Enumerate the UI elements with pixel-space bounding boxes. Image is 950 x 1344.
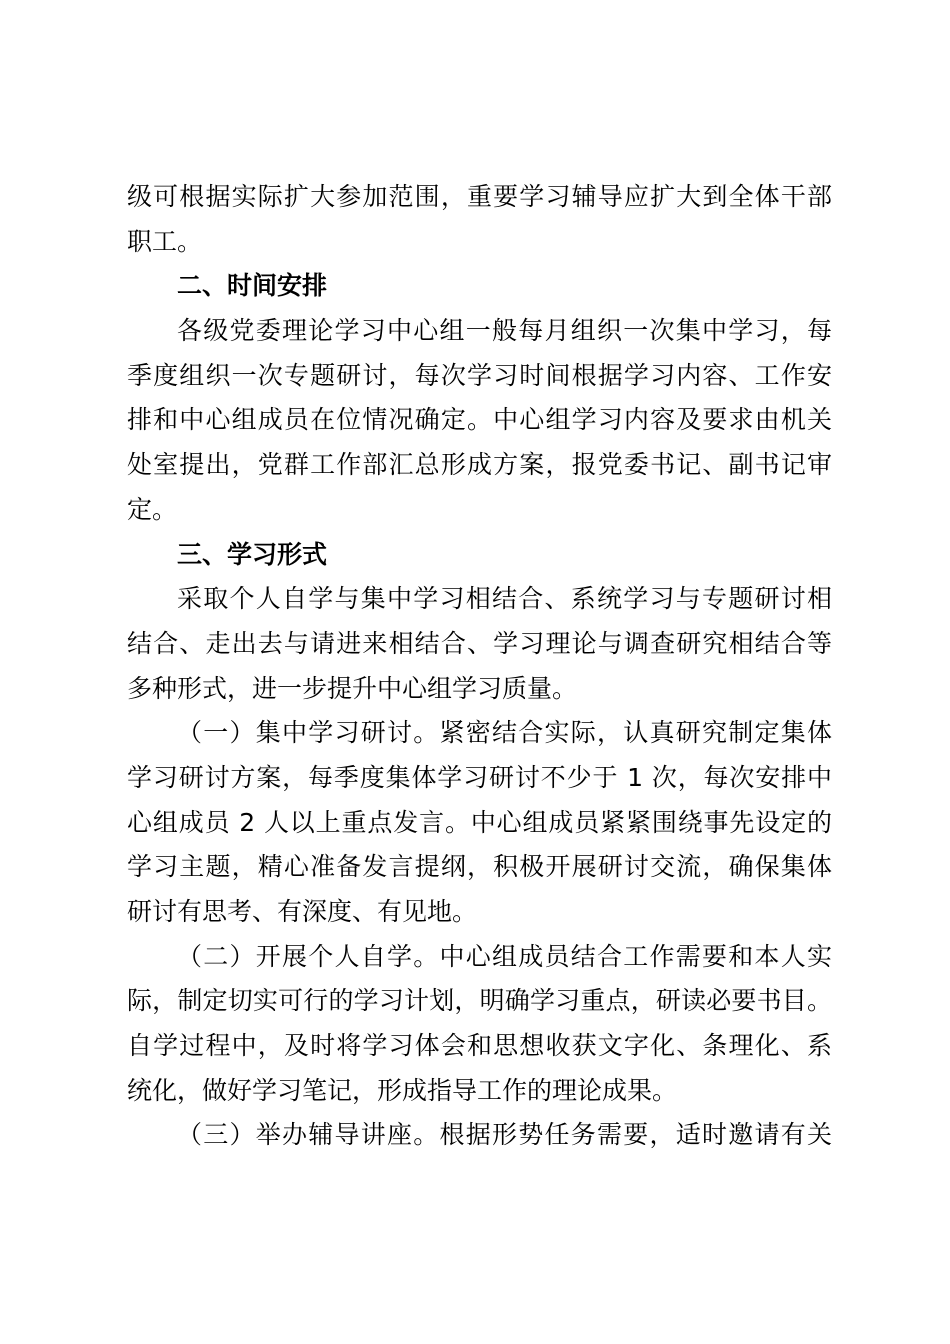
body-line: （二）开展个人自学。中心组成员结合工作需要和本人实 (177, 941, 832, 971)
body-line: 定。 (127, 494, 178, 524)
body-line: 排和中心组成员在位情况确定。中心组学习内容及要求由机关 (127, 405, 832, 435)
body-line: 统化，做好学习笔记，形成指导工作的理论成果。 (127, 1075, 678, 1105)
body-line: 各级党委理论学习中心组一般每月组织一次集中学习，每 (177, 316, 832, 346)
body-line: 自学过程中，及时将学习体会和思想收获文字化、条理化、系 (127, 1031, 832, 1061)
body-line: 心组成员 2 人以上重点发言。中心组成员紧紧围绕事先设定的 (127, 807, 832, 837)
section-heading-time-arrangement: 二、时间安排 (177, 271, 328, 301)
document-body (127, 175, 832, 1158)
body-line: 采取个人自学与集中学习相结合、系统学习与专题研讨相 (177, 584, 832, 614)
body-line: 处室提出，党群工作部汇总形成方案，报党委书记、副书记审 (127, 450, 832, 480)
body-line: 级可根据实际扩大参加范围，重要学习辅导应扩大到全体干部 (127, 182, 832, 211)
body-line: 多种形式，进一步提升中心组学习质量。 (127, 673, 578, 703)
body-line: 季度组织一次专题研讨，每次学习时间根据学习内容、工作安 (127, 360, 832, 390)
body-line: 学习研讨方案，每季度集体学习研讨不少于 1 次，每次安排中 (127, 762, 832, 792)
body-line: 际，制定切实可行的学习计划，明确学习重点，研读必要书目。 (127, 986, 832, 1016)
body-line: 学习主题，精心准备发言提纲，积极开展研讨交流，确保集体 (127, 852, 832, 882)
body-line: （一）集中学习研讨。紧密结合实际，认真研究制定集体 (177, 718, 832, 748)
body-line: 结合、走出去与请进来相结合、学习理论与调查研究相结合等 (127, 628, 832, 658)
body-line: （三）举办辅导讲座。根据形势任务需要，适时邀请有关 (177, 1120, 832, 1150)
body-line: 研讨有思考、有深度、有见地。 (127, 897, 478, 926)
section-heading-study-form: 三、学习形式 (177, 539, 328, 569)
body-line: 职工。 (127, 226, 203, 256)
